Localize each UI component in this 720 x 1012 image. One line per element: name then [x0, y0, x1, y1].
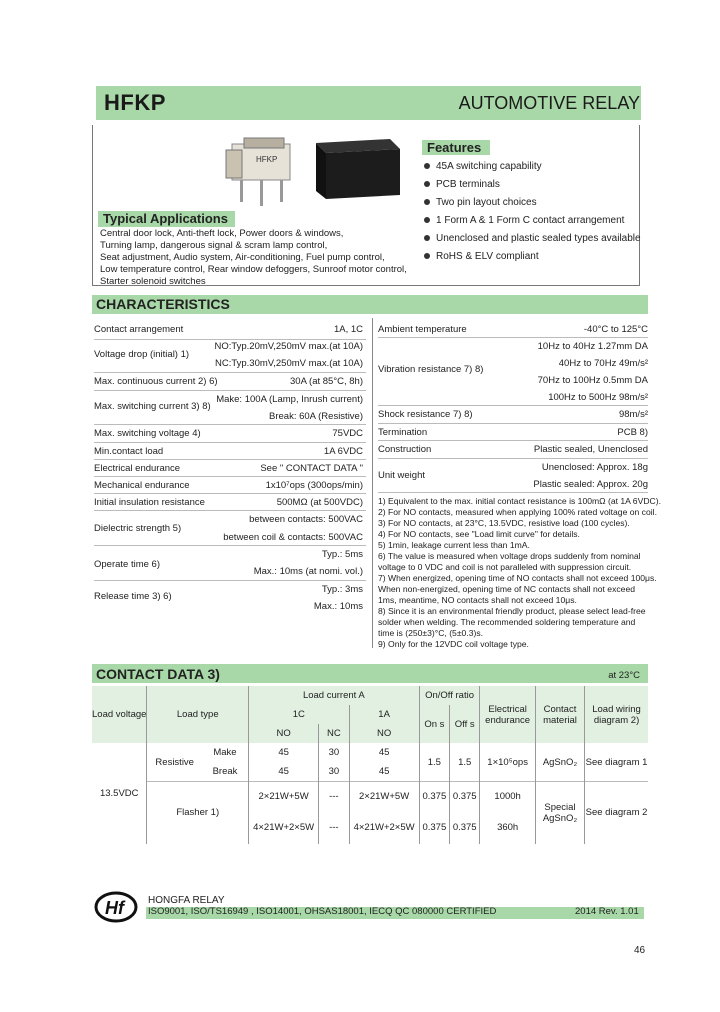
cell: See diagram 2: [585, 782, 648, 844]
feature-item: Unenclosed and plastic sealed types available: [424, 233, 641, 244]
row-divider: [94, 424, 366, 425]
cell: 2×21W+5W: [349, 782, 419, 812]
char-value: See " CONTACT DATA ": [260, 463, 363, 474]
header-cell: Load wiring diagram 2): [592, 703, 641, 726]
bullet-icon: [424, 217, 430, 223]
cell: 0.375: [419, 812, 449, 844]
bullet-icon: [424, 199, 430, 205]
cell: 45: [249, 743, 319, 762]
row-divider: [94, 476, 366, 477]
cell: 1000h: [480, 782, 535, 812]
bullet-icon: [424, 235, 430, 241]
feature-item: 45A switching capability: [424, 161, 542, 172]
header-cell: Load current A: [249, 686, 420, 705]
svg-text:Hf: Hf: [105, 898, 124, 918]
cell: 4×21W+2×5W: [249, 812, 319, 844]
row-divider: [94, 372, 366, 373]
footnote: 1) Equivalent to the max. initial contact resistance is 100mΩ (at 1A 6VDC).: [378, 496, 661, 506]
footnote: 2) For NO contacts, measured when applying 100% rated voltage on coil.: [378, 507, 657, 517]
cell: 0.375: [450, 812, 480, 844]
bullet-icon: [424, 253, 430, 259]
applications-heading: Typical Applications: [98, 211, 235, 227]
header-cell: NO: [249, 724, 319, 743]
row-divider: [94, 580, 366, 581]
product-category: AUTOMOTIVE RELAY: [458, 93, 640, 113]
cell: 0.375: [419, 782, 449, 812]
header-cell: 1A: [349, 705, 419, 724]
row-divider: [378, 492, 648, 493]
char-value: 30A (at 85°C, 8h): [290, 376, 363, 387]
char-label: Dielectric strength 5): [94, 523, 182, 534]
char-label: Vibration resistance 7) 8): [378, 364, 484, 375]
char-value: -40°C to 125°C: [583, 324, 648, 335]
char-value: 75VDC: [332, 428, 363, 439]
cell: 0.375: [450, 782, 480, 812]
model-title: HFKP: [104, 90, 166, 115]
row-divider: [378, 337, 648, 338]
footnote: 8) Since it is an environmental friendly product, please select lead-free: [378, 606, 646, 616]
char-label: Electrical endurance: [94, 463, 181, 474]
row-divider: [94, 442, 366, 443]
char-value: between contacts: 500VAC: [249, 514, 363, 525]
char-label: Min.contact load: [94, 446, 164, 457]
footnote: time is (250±3)°C, (5±0.3)s.: [378, 628, 484, 638]
cell: 4×21W+2×5W: [349, 812, 419, 844]
char-value: Typ.: 5ms: [321, 549, 363, 560]
char-label: Contact arrangement: [94, 324, 184, 335]
char-value: 1x10⁷ops (300ops/min): [265, 480, 363, 491]
cell: Special AgSnO₂: [535, 782, 584, 844]
features-heading: Features: [422, 140, 490, 155]
column-divider: [372, 318, 373, 648]
char-value: Max.: 10ms (at nomi. vol.): [253, 566, 363, 577]
char-label: Termination: [378, 427, 428, 438]
char-value: Break: 60A (Resistive): [269, 411, 363, 422]
header-cell: Load type: [147, 686, 249, 743]
row-divider: [94, 510, 366, 511]
footnote: 5) 1min, leakage current less than 1mA.: [378, 540, 530, 550]
contact-data-table: [92, 686, 648, 844]
cell: Resistive: [155, 756, 194, 768]
bullet-icon: [424, 163, 430, 169]
char-label: Ambient temperature: [378, 324, 467, 335]
hongfa-logo: [94, 891, 144, 923]
header-cell: Load voltage: [92, 686, 147, 743]
char-value: 500MΩ (at 500VDC): [276, 497, 363, 508]
char-value: Make: 100A (Lamp, Inrush current): [216, 394, 363, 405]
bullet-icon: [424, 181, 430, 187]
svg-text:HFKP: HFKP: [256, 155, 278, 164]
char-value: 70Hz to 100Hz 0.5mm DA: [537, 375, 648, 386]
cell: 30: [319, 762, 349, 782]
char-value: 1A 6VDC: [323, 446, 363, 457]
char-value: NO:Typ.20mV,250mV max.(at 10A): [214, 341, 363, 352]
footnote: voltage to 0 VDC and coil is not paralleled with suppression circuit.: [378, 562, 632, 572]
cell: 360h: [480, 812, 535, 844]
row-divider: [94, 390, 366, 391]
char-value: PCB 8): [617, 427, 648, 438]
char-value: Plastic sealed: Approx. 20g: [533, 479, 648, 490]
application-line: Starter solenoid switches: [100, 276, 206, 287]
char-label: Shock resistance 7) 8): [378, 409, 473, 420]
cell: See diagram 1: [585, 756, 648, 768]
char-label: Construction: [378, 444, 432, 455]
cell: ---: [319, 812, 349, 844]
char-label: Max. switching voltage 4): [94, 428, 201, 439]
characteristics-heading: CHARACTERISTICS: [96, 296, 230, 312]
row-divider: [94, 493, 366, 494]
footnote: 7) When energized, opening time of NO contacts shall not exceed 100μs.: [378, 573, 657, 583]
footnote: 3) For NO contacts, at 23°C, 13.5VDC, resistive load (100 cycles).: [378, 518, 630, 528]
row-divider: [378, 405, 648, 406]
header-cell: 1C: [249, 705, 350, 724]
header-cell: On s: [419, 705, 449, 743]
char-label: Max. switching current 3) 8): [94, 401, 211, 412]
revision: 2014 Rev. 1.01: [575, 906, 639, 917]
header-cell: Off s: [450, 705, 480, 743]
header-cell: Contact material: [535, 686, 584, 743]
cell: AgSnO₂: [535, 743, 584, 782]
row-divider: [94, 459, 366, 460]
cell: 45: [349, 762, 419, 782]
header-cell: NO: [349, 724, 419, 743]
certifications: ISO9001, ISO/TS16949 , ISO14001, OHSAS18001, IECQ QC 080000 CERTIFIED: [148, 906, 497, 917]
char-value: between coil & contacts: 500VAC: [223, 532, 363, 543]
application-line: Central door lock, Anti-theft lock, Power doors & windows,: [100, 228, 344, 239]
application-line: Low temperature control, Rear window defoggers, Sunroof motor control,: [100, 264, 407, 275]
cell: 1.5: [419, 743, 449, 782]
feature-item: RoHS & ELV compliant: [424, 251, 539, 262]
char-label: Unit weight: [378, 470, 425, 481]
cell: Flasher 1): [147, 782, 249, 844]
footnote: 4) For NO contacts, see "Load limit curve" for details.: [378, 529, 580, 539]
voltage-cell: 13.5VDC: [92, 743, 147, 844]
cell: 30: [319, 743, 349, 762]
footnote: 6) The value is measured when voltage drops suddenly from nominal: [378, 551, 641, 561]
char-value: NC:Typ.30mV,250mV max.(at 10A): [214, 358, 363, 369]
char-value: 100Hz to 500Hz 98m/s²: [548, 392, 648, 403]
brand-name: HONGFA RELAY: [148, 895, 225, 906]
feature-item: Two pin layout choices: [424, 197, 537, 208]
cell: ---: [319, 782, 349, 812]
application-line: Seat adjustment, Audio system, Air-conditioning, Fuel pump control,: [100, 252, 385, 263]
cell: Make: [202, 743, 249, 762]
temperature-condition: at 23°C: [608, 670, 640, 681]
feature-item: PCB terminals: [424, 179, 500, 190]
cell: Break: [202, 762, 249, 782]
cell: 1×10⁵ops: [480, 743, 535, 782]
relay-sealed-image: [310, 135, 402, 205]
row-divider: [94, 545, 366, 546]
char-label: Release time 3) 6): [94, 591, 172, 602]
row-divider: [94, 339, 366, 340]
cell: 2×21W+5W: [249, 782, 319, 812]
char-label: Operate time 6): [94, 559, 160, 570]
header-cell: NC: [319, 724, 349, 743]
char-value: Plastic sealed, Unenclosed: [533, 444, 648, 455]
char-value: Typ.: 3ms: [321, 584, 363, 595]
char-label: Initial insulation resistance: [94, 497, 205, 508]
char-label: Mechanical endurance: [94, 480, 190, 491]
footnote: solder when welding. The recommended soldering temperature and: [378, 617, 636, 627]
footnote: 1ms, meantime, NO contacts shall not exceed 10μs.: [378, 595, 577, 605]
char-label: Voltage drop (initial) 1): [94, 349, 190, 360]
contact-data-heading: CONTACT DATA 3): [96, 666, 220, 682]
char-value: 10Hz to 40Hz 1.27mm DA: [537, 341, 648, 352]
header-cell: Electrical endurance: [480, 686, 535, 743]
char-label: Max. continuous current 2) 6): [94, 376, 218, 387]
footnote: When non-energized, opening time of NC contacts shall not exceed: [378, 584, 636, 594]
cell: 45: [349, 743, 419, 762]
header-cell: On/Off ratio: [419, 686, 480, 705]
char-value: Unenclosed: Approx. 18g: [541, 462, 648, 473]
char-value: 40Hz to 70Hz 49m/s²: [558, 358, 648, 369]
feature-item: 1 Form A & 1 Form C contact arrangement: [424, 215, 624, 226]
row-divider: [378, 440, 648, 441]
application-line: Turning lamp, dangerous signal & scram lamp control,: [100, 240, 328, 251]
char-value: Max.: 10ms: [313, 601, 363, 612]
cell: 45: [249, 762, 319, 782]
row-divider: [378, 423, 648, 424]
page-number: 46: [634, 945, 646, 956]
footnote: 9) Only for the 12VDC coil voltage type.: [378, 639, 529, 649]
char-value: 1A, 1C: [333, 324, 363, 335]
row-divider: [378, 458, 648, 459]
relay-unenclosed-image: [222, 132, 302, 208]
char-value: 98m/s²: [618, 409, 648, 420]
cell: 1.5: [450, 743, 480, 782]
